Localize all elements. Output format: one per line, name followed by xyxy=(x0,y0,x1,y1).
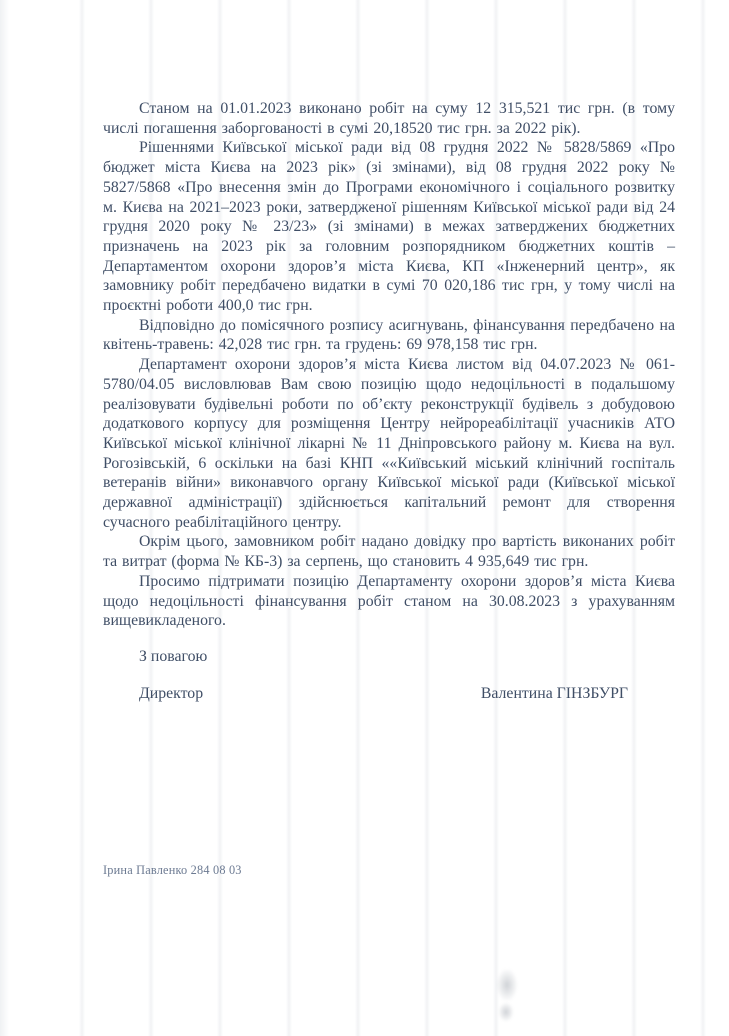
body-paragraph: Відповідно до помісячного розпису асигнувань, фінансування передбачено на квітень-травень: 42,028 тис грн. та грудень: 69 978,158 тис грн. xyxy=(103,316,675,354)
body-paragraph: Департамент охорони здоров’я міста Києва листом від 04.07.2023 № 061-5780/04.05 висловлював Вам свою позицію щодо недоцільності в подальшому реалізовувати будівельні роботи по об’єкту реконструкції будівель з добудовою додаткового корпусу для розміщення Центру нейрореабілітації учасників АТО Київської міської клінічної лікарні № 11 Дніпровського району м. Києва на вул. Рогозівській, 6 оскільки на базі КНП ««Київський міський клінічний госпіталь ветеранів війни» виконавчого органу Київської міської ради (Київської міської державної адміністрації) здійснюється капітальний ремонт для створення сучасного реабілітаційного центру. xyxy=(103,356,675,531)
scan-smudge xyxy=(496,968,518,1002)
body-paragraph: Станом на 01.01.2023 виконано робіт на суму 12 315,521 тис грн. (в тому числі погашення заборгованості в сумі 20,18520 тис грн. за 2022 рік). xyxy=(103,100,675,137)
body-paragraph: Просимо підтримати позицію Департаменту охорони здоров’я міста Києва щодо недоцільності фінансування робіт станом на 30.08.2023 з урахуванням вищевикладеного. xyxy=(103,572,675,630)
signature-block xyxy=(103,684,675,704)
body-paragraph: Рішеннями Київської міської ради від 08 грудня 2022 № 5828/5869 «Про бюджет міста Києва на 2023 рік» (зі змінами), від 08 грудня 2022 року № 5827/5868 «Про внесення змін до Програми економічного і соціального розвитку м. Києва на 2021–2023 роки, затвердженої рішенням Київської міської ради від 24 грудня 2020 року № 23/23» (зі змінами) в межах затверджених бюджетних призначень на 2023 рік за головним розпорядником бюджетних коштів – Департаментом охорони здоров’я міста Києва, КП «Інженерний центр», як замовнику робіт передбачено видатки в сумі 70 020,186 тис грн, у тому числі на проєктні роботи 400,0 тис грн. xyxy=(103,139,675,315)
signer-name: Валентина ГІНЗБУРГ xyxy=(480,684,628,702)
body-paragraph: Окрім цього, замовником робіт надано довідку про вартість виконаних робіт та витрат (форма № КБ-3) за серпень, що становить 4 935,649 тис грн. xyxy=(103,533,675,571)
letter-body xyxy=(103,99,675,703)
signer-title: Директор xyxy=(139,684,204,702)
executor-note: Ірина Павленко 284 08 03 xyxy=(103,863,242,877)
scan-smudge xyxy=(498,1002,514,1022)
closing-salutation: З повагою xyxy=(139,647,208,665)
